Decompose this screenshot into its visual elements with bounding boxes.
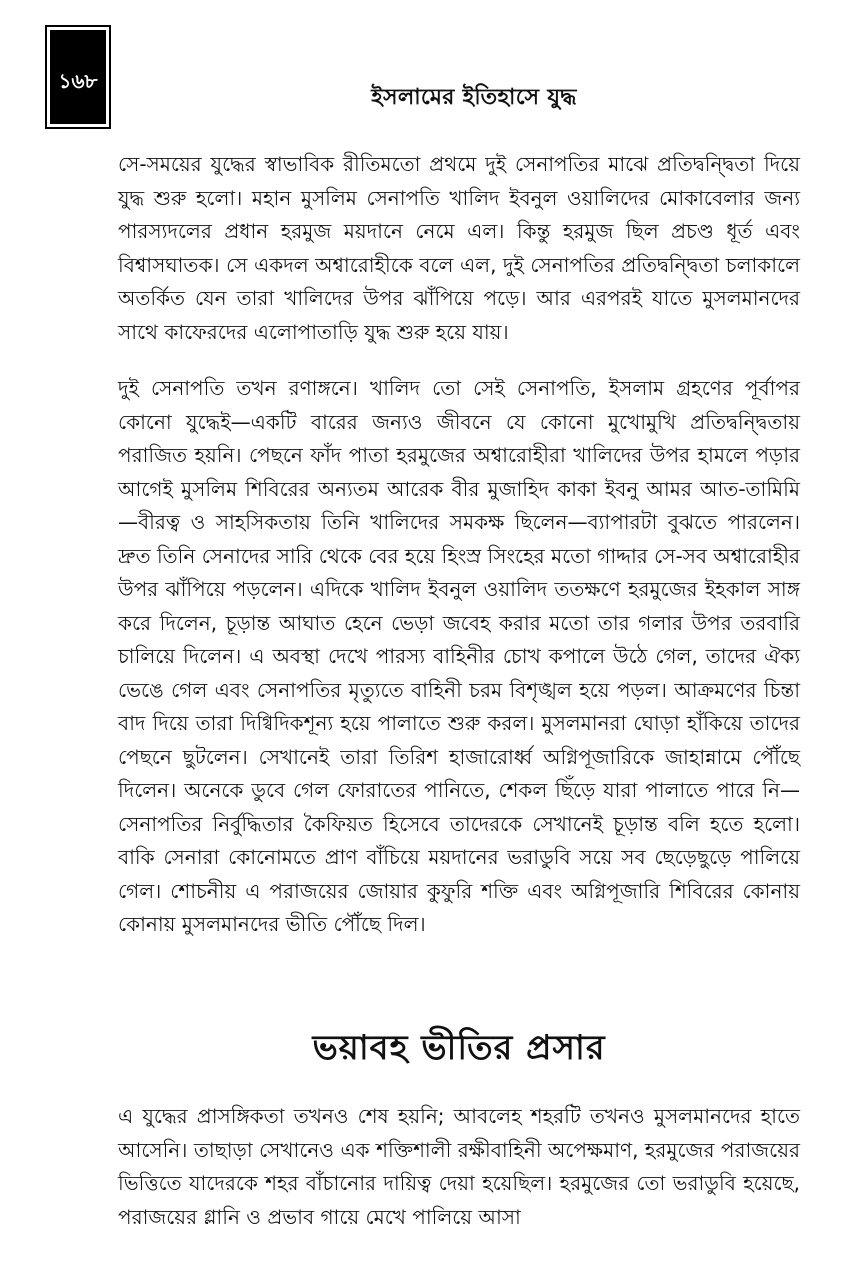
page-number: ১৬৮	[58, 69, 98, 93]
section-heading: ভয়াবহ ভীতির প্রসার	[312, 1028, 606, 1068]
running-header: ইসলামের ইতিহাসে যুদ্ধ	[371, 85, 577, 110]
paragraph-1: সে-সময়ের যুদ্ধের স্বাভাবিক রীতিমতো প্রথমে দুই সেনাপতির মাঝে প্রতিদ্বন্দ্বিতা দিয়ে যুদ্ধ শুরু হলো। মহান মুসলিম সেনাপতি খালিদ ইবনুল ওয়ালিদের মোকাবেলার জন্য পারস্যদলের প্রধান হরমুজ ময়দানে নেমে এল। কিন্তু হরমুজ ছিল প্রচণ্ড ধূর্ত এবং বিশ্বাসঘাতক। সে একদল অশ্বারোহীকে বলে এল, দুই সেনাপতির প্রতিদ্বন্দ্বিতা চলাকালে অতর্কিত যেন তারা খালিদের উপর ঝাঁপিয়ে পড়ে। আর এরপরই যাতে মুসলমানদের সাথে কাফেরদের এলোপাতাড়ি যুদ্ধ শুরু হয়ে যায়।	[118, 152, 800, 344]
paragraph-3: এ যুদ্ধের প্রাসঙ্গিকতা তখনও শেষ হয়নি; আবলেহ শহরটি তখনও মুসলমানদের হাতে আসেনি। তাছাড়া সেখানেও এক শক্তিশালী রক্ষীবাহিনী অপেক্ষমাণ, হরমুজের পরাজয়ের ভিত্তিতে যাদেরকে শহর বাঁচানোর দায়িত্ব দেয়া হয়েছিল। হরমুজের তো ভরাডুবি হয়েছে, পরাজয়ের গ্লানি ও প্রভাব গায়ে মেখে পালিয়ে আসা	[118, 1104, 800, 1229]
page-number-box	[50, 30, 106, 124]
paragraph-2: দুই সেনাপতি তখন রণাঙ্গনে। খালিদ তো সেই সেনাপতি, ইসলাম গ্রহণের পূর্বাপর কোনো যুদ্ধেই—একটি বারের জন্যও জীবনে যে কোনো মুখোমুখি প্রতিদ্বন্দ্বিতায় পরাজিত হয়নি। পেছনে ফাঁদ পাতা হরমুজের অশ্বারোহীরা খালিদের উপর হামলে পড়ার আগেই মুসলিম শিবিরের অন্যতম আরেক বীর মুজাহিদ কাকা ইবনু আমর আত-তামিমি—বীরত্ব ও সাহসিকতায় তিনি খালিদের সমকক্ষ ছিলেন—ব্যাপারটা বুঝতে পারলেন। দ্রুত তিনি সেনাদের সারি থেকে বের হয়ে হিংস্র সিংহের মতো গাদ্দার সে-সব অশ্বারোহীর উপর ঝাঁপিয়ে পড়লেন। এদিকে খালিদ ইবনুল ওয়ালিদ ততক্ষণে হরমুজের ইহকাল সাঙ্গ করে দিলেন, চূড়ান্ত আঘাত হেনে ভেড়া জবেহ করার মতো তার গলার উপর তরবারি চালিয়ে দিলেন। এ অবস্থা দেখে পারস্য বাহিনীর চোখ কপালে উঠে গেল, তাদের ঐক্য ভেঙে গেল এবং সেনাপতির মৃত্যুতে বাহিনী চরম বিশৃঙ্খল হয়ে পড়ল। আক্রমণের চিন্তা বাদ দিয়ে তারা দিগ্বিদিকশূন্য হয়ে পালাতে শুরু করল। মুসলমানরা ঘোড়া হাঁকিয়ে তাদের পেছনে ছুটলেন। সেখানেই তারা তিরিশ হাজারোর্ধ্ব অগ্নিপূজারিকে জাহান্নামে পৌঁছে দিলেন। অনেকে ডুবে গেল ফোরাতের পানিতে, শেকল ছিঁড়ে যারা পালাতে পারে নি—সেনাপতির নির্বুদ্ধিতার কৈফিয়ত হিসেবে তাদেরকে সেখানেই চূড়ান্ত বলি হতে হলো। বাকি সেনারা কোনোমতে প্রাণ বাঁচিয়ে ময়দানের ভরাডুবি সয়ে সব ছেড়েছুড়ে পালিয়ে গেল। শোচনীয় এ পরাজয়ের জোয়ার কুফুরি শক্তি এবং অগ্নিপূজারি শিবিরের কোনায় কোনায় মুসলমানদের ভীতি পৌঁছে দিল।	[118, 376, 800, 936]
